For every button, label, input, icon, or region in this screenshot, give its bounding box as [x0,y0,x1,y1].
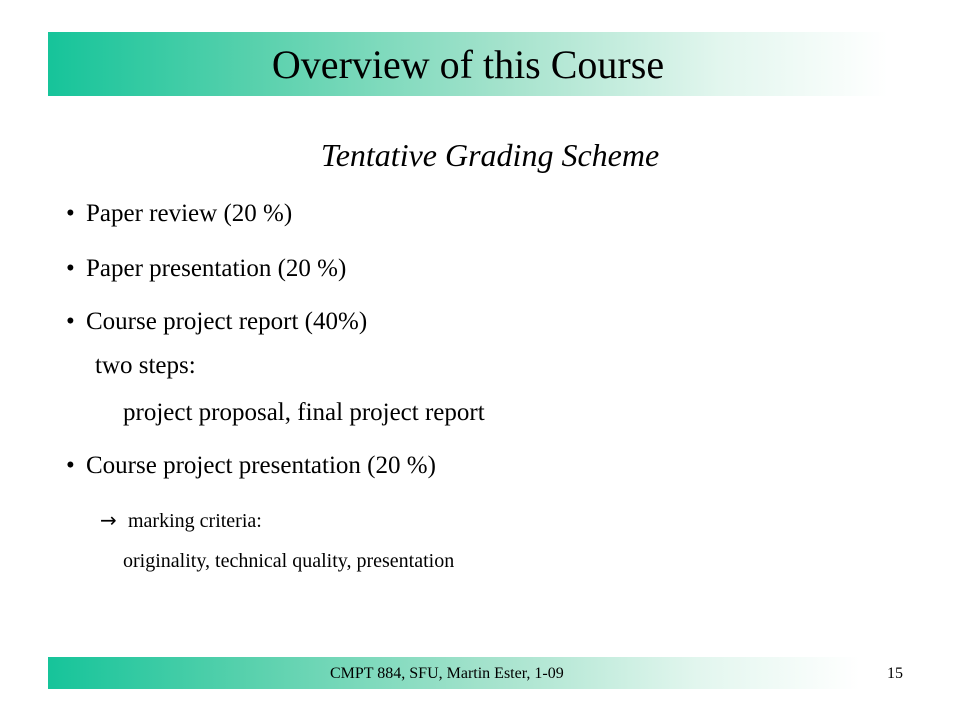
slide-subtitle: Tentative Grading Scheme [320,137,660,173]
bullet-text: Paper review (20 %) [86,200,293,227]
criteria-details: originality, technical quality, presentation [123,550,455,572]
criteria-label: marking criteria: [128,510,262,532]
arrow-right-icon: → [100,508,117,532]
footer-text: CMPT 884, SFU, Martin Ester, 1-09 [330,665,564,682]
sub-item-steps-detail: project proposal, final project report [123,399,485,426]
criteria-heading [100,506,262,535]
bullet-text: Course project presentation (20 %) [86,452,436,479]
sub-item-two-steps: two steps: [95,352,196,379]
bullet-icon: • [66,308,75,335]
bullet-item-paper-presentation [66,253,346,285]
bullet-icon: • [66,255,75,282]
page-number: 15 [887,665,903,682]
bullet-icon: • [66,452,75,479]
bullet-item-paper-review [66,198,292,230]
bullet-item-project-presentation [66,450,436,482]
bullet-item-project-report [66,306,367,338]
slide-title: Overview of this Course [271,42,665,87]
bullet-text: Course project report (40%) [86,308,368,335]
bullet-text: Paper presentation (20 %) [86,255,347,282]
bullet-icon: • [66,200,75,227]
